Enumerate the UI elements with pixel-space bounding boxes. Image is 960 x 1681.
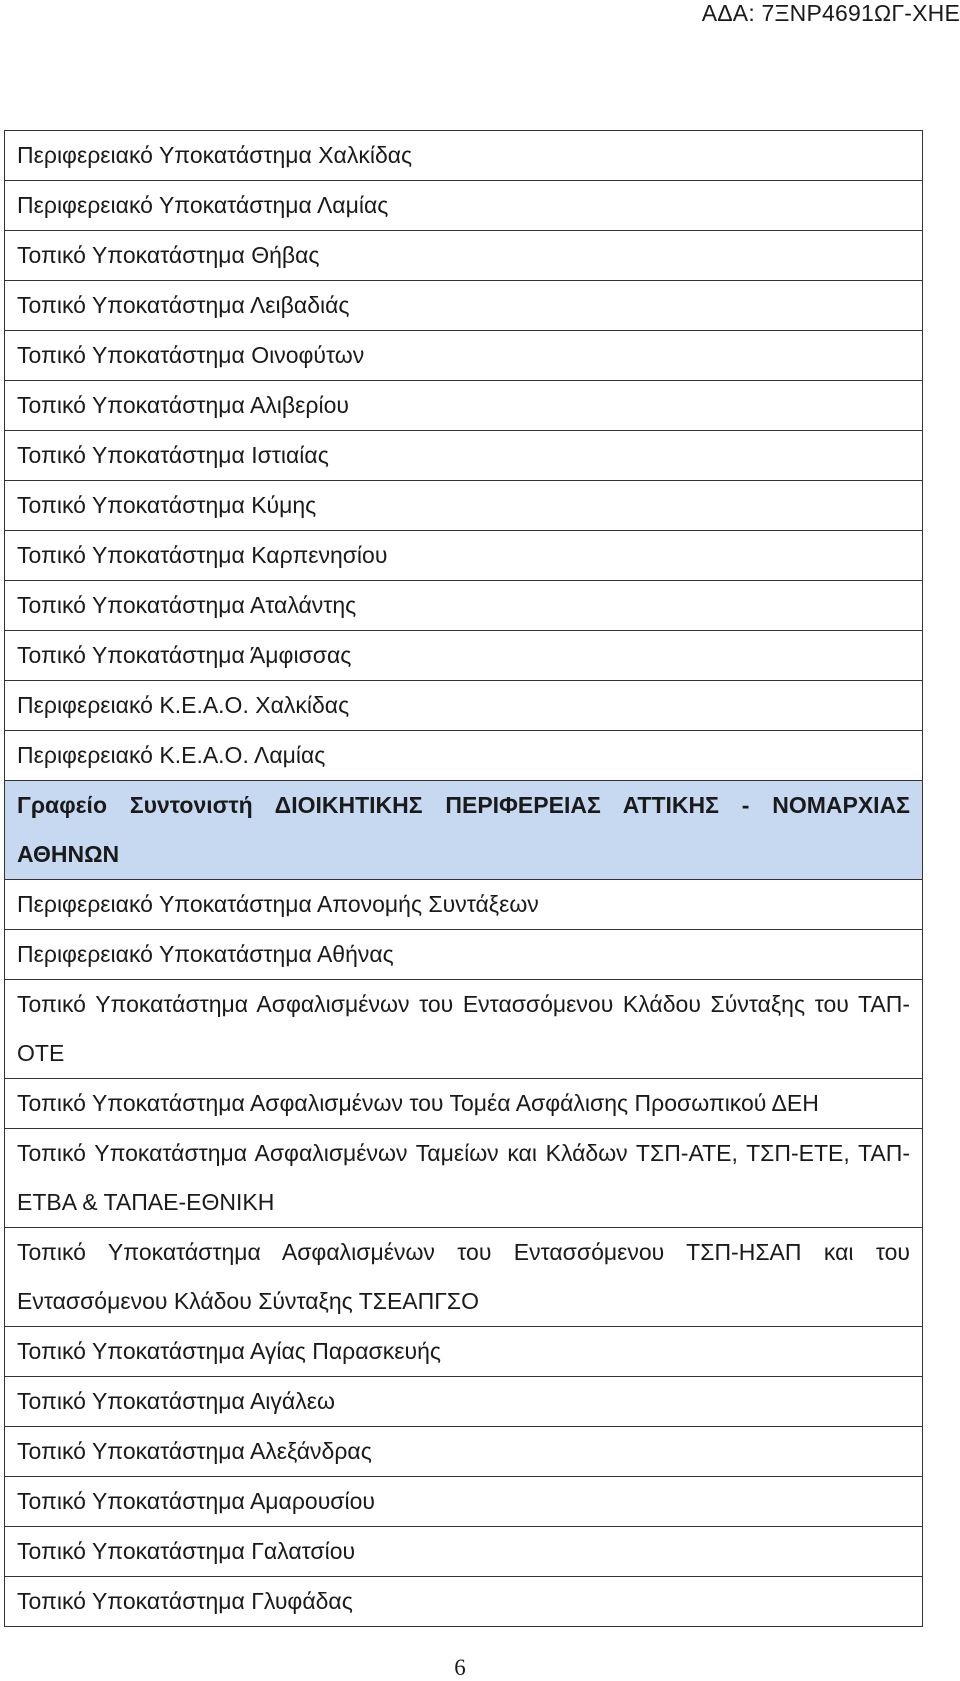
table-row — [5, 1477, 923, 1527]
table-row — [5, 131, 923, 181]
unit-name-cell: Τοπικό Υποκατάστημα Θήβας — [5, 231, 923, 281]
unit-name-cell: Περιφερειακό Κ.Ε.Α.Ο. Χαλκίδας — [5, 681, 923, 731]
table-row — [5, 731, 923, 781]
table-row — [5, 631, 923, 681]
table-row — [5, 531, 923, 581]
table-row — [5, 181, 923, 231]
ada-code: ΑΔΑ: 7ΞΝΡ4691ΩΓ-ΧΗΕ — [701, 0, 960, 26]
unit-name-cell: Τοπικό Υποκατάστημα Αταλάντης — [5, 581, 923, 631]
unit-name-cell: Τοπικό Υποκατάστημα Καρπενησίου — [5, 531, 923, 581]
unit-name-cell: Τοπικό Υποκατάστημα Γλυφάδας — [5, 1577, 923, 1627]
table-row — [5, 481, 923, 531]
unit-name-cell: Τοπικό Υποκατάστημα Ασφαλισμένων του Τομέα Ασφάλισης Προσωπικού ΔΕΗ — [5, 1079, 923, 1129]
section-header-row — [5, 781, 923, 880]
unit-name-cell: Περιφερειακό Υποκατάστημα Αθήνας — [5, 930, 923, 980]
unit-name-cell: Τοπικό Υποκατάστημα Ασφαλισμένων του Εντασσόμενου ΤΣΠ-ΗΣΑΠ και του Εντασσόμενου Κλάδου Σύνταξης ΤΣΕΑΠΓΣΟ — [5, 1228, 923, 1327]
table-row — [5, 1327, 923, 1377]
table-row — [5, 431, 923, 481]
unit-name-cell: Περιφερειακό Υποκατάστημα Λαμίας — [5, 181, 923, 231]
unit-name-cell: Τοπικό Υποκατάστημα Γαλατσίου — [5, 1527, 923, 1577]
unit-name-cell: Τοπικό Υποκατάστημα Ασφαλισμένων Ταμείων και Κλάδων ΤΣΠ-ΑΤΕ, ΤΣΠ-ΕΤΕ, ΤΑΠ-ΕΤΒΑ & ΤΑΠΑΕ-ΕΘΝΙΚΗ — [5, 1129, 923, 1228]
unit-name-cell: Τοπικό Υποκατάστημα Αιγάλεω — [5, 1377, 923, 1427]
unit-name-cell: Τοπικό Υποκατάστημα Αγίας Παρασκευής — [5, 1327, 923, 1377]
unit-name-cell: Τοπικό Υποκατάστημα Οινοφύτων — [5, 331, 923, 381]
unit-name-cell: Τοπικό Υποκατάστημα Αμαρουσίου — [5, 1477, 923, 1527]
table-row — [5, 880, 923, 930]
table-row — [5, 281, 923, 331]
units-table — [4, 130, 923, 1627]
unit-name-cell: Τοπικό Υποκατάστημα Αλεξάνδρας — [5, 1427, 923, 1477]
unit-name-cell: Περιφερειακό Υποκατάστημα Χαλκίδας — [5, 131, 923, 181]
table-row — [5, 1427, 923, 1477]
unit-name-cell: Τοπικό Υποκατάστημα Κύμης — [5, 481, 923, 531]
table-row — [5, 681, 923, 731]
unit-name-cell: Περιφερειακό Υποκατάστημα Απονομής Συντάξεων — [5, 880, 923, 930]
table-row — [5, 1577, 923, 1627]
section-header-cell: Γραφείο Συντονιστή ΔΙΟΙΚΗΤΙΚΗΣ ΠΕΡΙΦΕΡΕΙΑΣ ΑΤΤΙΚΗΣ - ΝΟΜΑΡΧΙΑΣ ΑΘΗΝΩΝ — [5, 781, 923, 880]
unit-name-cell: Τοπικό Υποκατάστημα Ασφαλισμένων του Εντασσόμενου Κλάδου Σύνταξης του ΤΑΠ-ΟΤΕ — [5, 980, 923, 1079]
unit-name-cell: Τοπικό Υποκατάστημα Λειβαδιάς — [5, 281, 923, 331]
table-row — [5, 930, 923, 980]
table-row — [5, 1527, 923, 1577]
unit-name-cell: Τοπικό Υποκατάστημα Αλιβερίου — [5, 381, 923, 431]
unit-name-cell: Περιφερειακό Κ.Ε.Α.Ο. Λαμίας — [5, 731, 923, 781]
table-row — [5, 381, 923, 431]
units-table-body — [5, 131, 923, 1627]
table-row — [5, 331, 923, 381]
table-row — [5, 581, 923, 631]
unit-name-cell: Τοπικό Υποκατάστημα Άμφισσας — [5, 631, 923, 681]
page-number: 6 — [454, 1655, 466, 1680]
table-row — [5, 1129, 923, 1228]
unit-name-cell: Τοπικό Υποκατάστημα Ιστιαίας — [5, 431, 923, 481]
table-row — [5, 1377, 923, 1427]
table-row — [5, 1228, 923, 1327]
table-row — [5, 1079, 923, 1129]
table-row — [5, 231, 923, 281]
table-row — [5, 980, 923, 1079]
